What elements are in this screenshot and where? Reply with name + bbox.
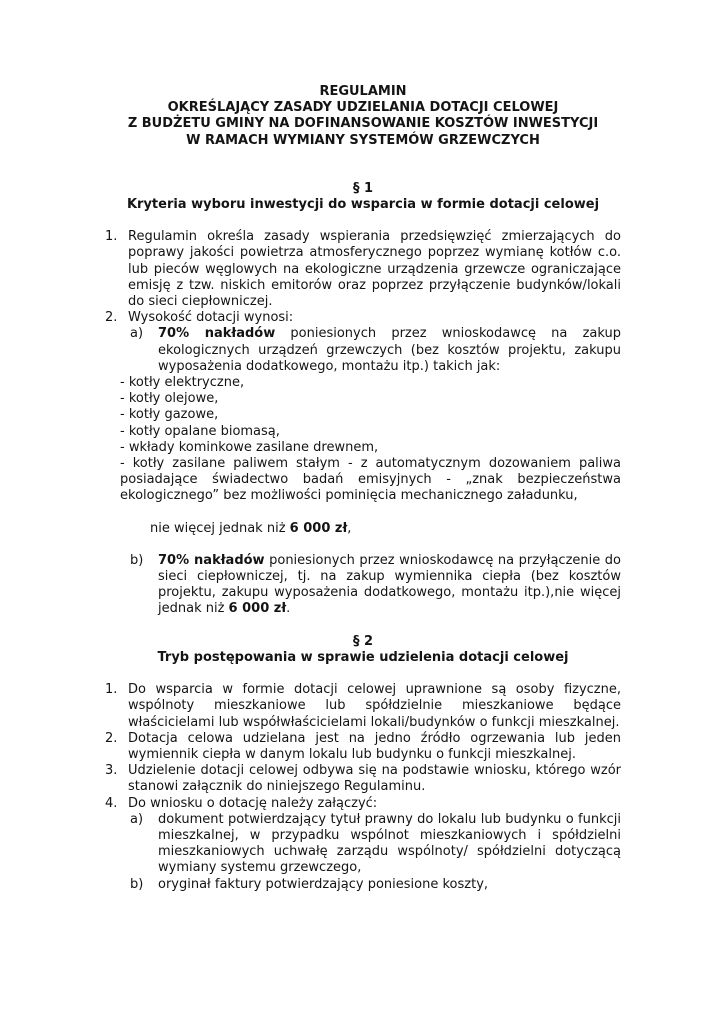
item-text: Regulamin określa zasady wspierania przedsięwzięć zmierzających do poprawy jakości powietrza atmosferycznego poprzez wymianę kotłów c.o. lub pieców węglowych na ekologiczne urządzenia grzewcze ograniczające emisję z tzw. niskich emitorów oraz poprzez przyłączenie budynków/lokali do sieci ciepłowniczej. (128, 229, 621, 310)
section-1-list (105, 229, 621, 617)
item-text: Udzielenie dotacji celowej odbywa się na podstawie wniosku, którego wzór stanowi załącznik do niniejszego Regulaminu. (128, 763, 621, 795)
title-line-4: W RAMACH WYMIANY SYSTEMÓW GRZEWCZYCH (186, 132, 540, 148)
title-line-2: OKREŚLAJĄCY ZASADY UDZIELANIA DOTACJI CELOWEJ (167, 100, 559, 116)
list-item-2 (105, 731, 621, 763)
item-number: 1. (105, 682, 118, 698)
item-text: Dotacja celowa udzielana jest na jedno źródło ogrzewania lub jeden wymiennik ciepła w danym lokalu lub budynku o funkcji mieszkalnej. (128, 730, 621, 762)
document-title (105, 84, 621, 149)
section-2-title: Tryb postępowania w sprawie udzielenia dotacji celowej (157, 649, 569, 665)
sub-item-text (158, 326, 621, 375)
bullet-item-4: - kotły opalane biomasą, (120, 423, 280, 439)
sub-item-label: b) (130, 552, 144, 568)
sub-item-label: b) (130, 876, 144, 892)
amount-bold: 6 000 zł (289, 520, 348, 536)
item-number: 1. (105, 229, 118, 245)
text-run: poniesionych przez wnioskodawcę na przyłączenie do sieci ciepłowniczej, tj. na zakup wymiennika ciepła (bez kosztów projektu, zakupu wyposażenia dodatkowego, montażu itp.),nie więcej jednak niż (158, 552, 621, 617)
text-run: poniesionych przez wnioskodawcę na zakup ekologicznych urządzeń grzewczych (bez kosztów projektu, zakupu wyposażenia dodatkowego, montażu itp.) takich jak: (158, 326, 621, 374)
bullet-item-1: - kotły elektryczne, (120, 375, 245, 391)
item-number: 2. (105, 310, 118, 326)
section-1-heading (105, 181, 621, 213)
sub-item-a (130, 812, 621, 877)
amount-bold: 6 000 zł (228, 601, 287, 617)
sub-item-b (130, 553, 621, 618)
list-item-1 (105, 682, 621, 731)
item-number: 2. (105, 730, 118, 746)
title-line-3: Z BUDŻETU GMINY NA DOFINANSOWANIE KOSZTÓW INWESTYCJI (127, 116, 599, 132)
sub-item-a (130, 326, 621, 375)
list-item-4 (105, 796, 621, 812)
list-item-2 (105, 310, 621, 326)
item-text: Wysokość dotacji wynosi: (128, 310, 294, 326)
list-item-3 (105, 763, 621, 795)
item-number: 4. (105, 795, 118, 811)
sub-item-b (130, 877, 621, 893)
item-text: Do wsparcia w formie dotacji celowej uprawnione są osoby fizyczne, wspólnoty mieszkaniowe lub spółdzielnie mieszkaniowe będące właścicielami lub współwłaścicielami lokali/budynków o funkcji mieszkalnej. (128, 682, 621, 730)
sub-item-text (158, 553, 621, 618)
section-1-mark: § 1 (352, 180, 374, 196)
bullet-item-3: - kotły gazowe, (120, 407, 219, 423)
bold-run: 70% nakładów (158, 326, 276, 342)
sub-item-label: a) (130, 326, 144, 342)
bullet-item-2: - kotły olejowe, (120, 391, 219, 407)
sub-item-label: a) (130, 811, 144, 827)
bullet-item-6: - kotły zasilane paliwem stałym - z automatycznym dozowaniem paliwa posiadające świadectwo badań emisyjnych - „znak bezpieczeństwa ekologicznego” bez możliwości pominięcia mechanicznego załadunku, (120, 456, 621, 504)
sub-item-text: dokument potwierdzający tytuł prawny do lokalu lub budynku o funkcji mieszkalnej, w przypadku wspólnot mieszkaniowych i spółdzielni mieszkaniowych uchwałę zarządu wspólnoty/ spółdzielni dotyczącą wymiany systemu grzewczego, (158, 811, 621, 876)
section-2-heading (105, 634, 621, 666)
text-run: . (286, 601, 291, 617)
sub-item-text: oryginał faktury potwierdzający poniesione koszty, (158, 876, 489, 892)
item-text: Do wniosku o dotację należy załączyć: (128, 795, 378, 811)
section-2-list (105, 682, 621, 893)
limit-note (150, 521, 621, 537)
item-number: 3. (105, 763, 118, 779)
list-item-1 (105, 229, 621, 310)
bullet-item-5: - wkłady kominkowe zasilane drewnem, (120, 439, 379, 455)
section-1-title: Kryteria wyboru inwestycji do wsparcia w formie dotacji celowej (126, 197, 600, 213)
text-run: , (347, 520, 352, 536)
title-line-1: REGULAMIN (319, 84, 407, 99)
section-2-mark: § 2 (352, 633, 374, 649)
bold-run: 70% nakładów (158, 552, 265, 568)
text-run: nie więcej jednak niż (150, 520, 290, 536)
